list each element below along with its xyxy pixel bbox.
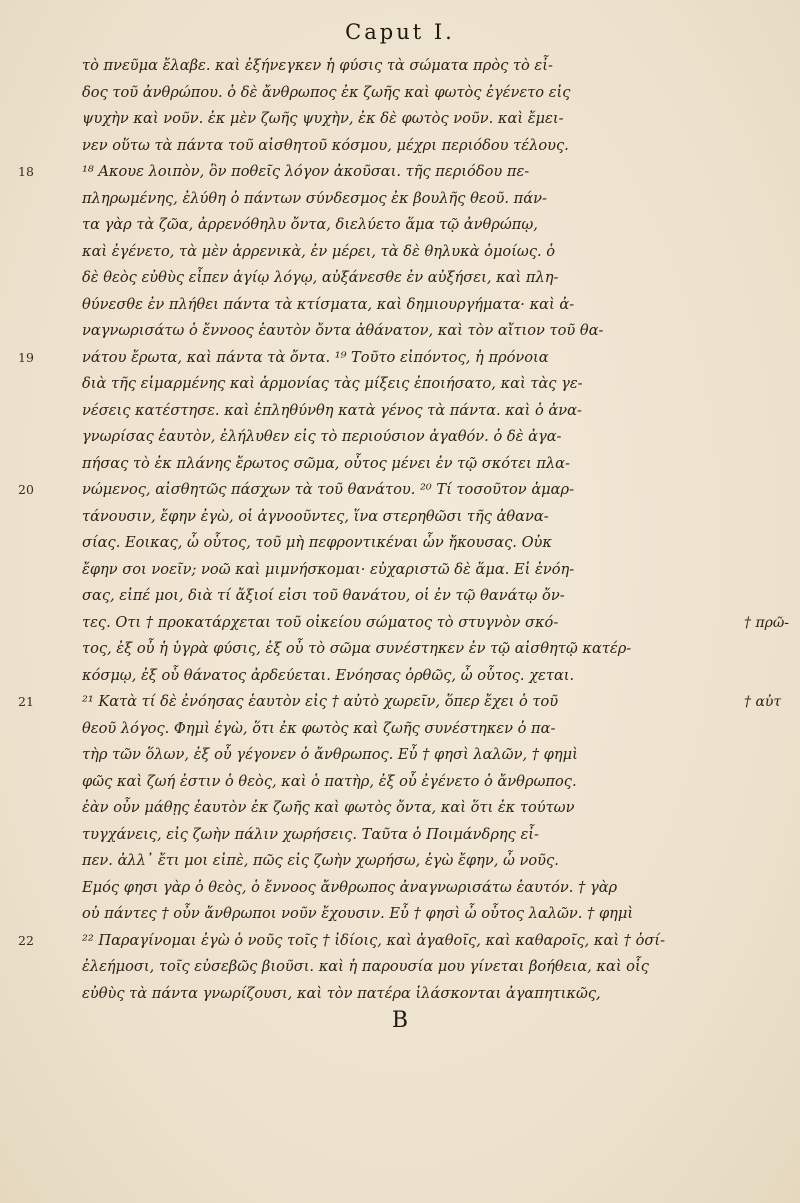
line-text: δὲ θεὸς εὐθὺς εἶπεν ἁγίῳ λόγῳ, αὐξάνεσθε ἐν αὐξήσει, καὶ πλη- — [82, 269, 559, 286]
line-text: τα γὰρ τὰ ζῶα, ἀρρενόθηλυ ὄντα, διελύετο ἅμα τῷ ἀνθρώπῳ, — [82, 216, 538, 233]
text-line — [82, 292, 722, 319]
text-line — [82, 451, 722, 478]
text-line — [82, 239, 722, 266]
text-line — [18, 159, 722, 186]
line-text: τὴρ τῶν ὅλων, ἐξ οὗ γέγονεν ὁ ἄνθρωπος. Εὖ † φησὶ λαλῶν, † φημὶ — [82, 746, 578, 763]
line-text: σίας. Εοικας, ὦ οὗτος, τοῦ μὴ πεφροντικέναι ὧν ἤκουσας. Οὐκ — [82, 534, 552, 551]
text-line — [82, 848, 722, 875]
text-line — [82, 106, 722, 133]
line-text: διὰ τῆς εἱμαρμένης καὶ ἁρμονίας τὰς μίξεις ἐποιήσατο, καὶ τὰς γε- — [82, 375, 583, 392]
printer-signature: B — [391, 1008, 409, 1033]
section-number: 19 — [18, 349, 34, 365]
text-line — [82, 981, 722, 1008]
text-line — [82, 636, 722, 663]
text-line — [82, 265, 722, 292]
text-line — [18, 928, 722, 955]
line-text: τες. Οτι † προκατάρχεται τοῦ οἰκείου σώματος τὸ στυγνὸν σκό- — [82, 613, 559, 631]
page-header: Caput I. — [345, 20, 455, 44]
text-line — [82, 875, 722, 902]
text-line — [82, 80, 722, 107]
line-text: νέσεις κατέστησε. καὶ ἐπληθύνθη κατὰ γένος τὰ πάντα. καὶ ὁ ἀνα- — [82, 401, 582, 419]
body-text — [18, 53, 790, 1007]
text-line — [82, 716, 722, 743]
line-text: πεν. ἀλλ᾽ ἔτι μοι εἰπὲ, πῶς εἰς ζωὴν χωρήσω, ἐγὼ ἔφην, ὦ νοῦς. — [82, 852, 559, 869]
text-line — [82, 954, 722, 981]
text-line — [82, 504, 722, 531]
line-text: τάνουσιν, ἔφην ἐγὼ, οἱ ἀγνοοῦντες, ἵνα στερηθῶσι τῆς ἀθανα- — [82, 507, 549, 525]
text-line — [82, 212, 722, 239]
section-number: 21 — [18, 694, 34, 709]
line-text: κόσμῳ, ἐξ οὗ θάνατος ἀρδεύεται. Ενόησας ὀρθῶς, ὦ οὗτος. χεται. — [82, 666, 575, 684]
text-line — [82, 795, 722, 822]
text-line — [82, 53, 722, 80]
text-line — [82, 186, 722, 213]
line-text: θεοῦ λόγος. Φημὶ ἐγὼ, ὅτι ἐκ φωτὸς καὶ ζωῆς συνέστηκεν ὁ πα- — [82, 719, 556, 737]
text-line — [82, 901, 722, 928]
text-line — [18, 345, 722, 372]
text-line — [18, 689, 782, 716]
section-number: 22 — [18, 932, 34, 948]
line-text: νάτου ἔρωτα, καὶ πάντα τὰ ὄντα. ¹⁹ Τοῦτο εἰπόντος, ἡ πρόνοια — [82, 348, 549, 366]
text-line — [82, 398, 722, 425]
line-text: ¹⁸ Ακουε λοιπὸν, ὃν ποθεῖς λόγον ἀκοῦσαι. τῆς περιόδου πε- — [82, 163, 530, 180]
line-text: εὐθὺς τὰ πάντα γνωρίζουσι, καὶ τὸν πατέρα ἱλάσκονται ἀγαπητικῶς, — [82, 984, 601, 1002]
line-text: οὐ πάντες † οὖν ἄνθρωποι νοῦν ἔχουσιν. Εὖ † φησὶ ὦ οὗτος λαλῶν. † φημὶ — [82, 905, 634, 922]
text-line — [82, 822, 722, 849]
line-text: καὶ ἐγένετο, τὰ μὲν ἀρρενικὰ, ἐν μέρει, τὰ δὲ θηλυκὰ ὁμοίως. ὁ — [82, 242, 556, 260]
line-text: ²¹ Κατὰ τί δὲ ἐνόησας ἑαυτὸν εἰς † αὐτὸ χωρεῖν, ὅπερ ἔχει ὁ τοῦ — [82, 693, 559, 710]
line-text: δος τοῦ ἀνθρώπου. ὁ δὲ ἄνθρωπος ἐκ ζωῆς καὶ φωτὸς ἐγένετο εἰς — [82, 83, 571, 101]
line-text: γνωρίσας ἑαυτὸν, ἐλήλυθεν εἰς τὸ περιούσιον ἀγαθόν. ὁ δὲ ἀγα- — [82, 428, 562, 445]
line-text: ἐὰν οὖν μάθῃς ἑαυτὸν ἐκ ζωῆς καὶ φωτὸς ὄντα, καὶ ὅτι ἐκ τούτων — [82, 799, 575, 816]
text-line — [18, 477, 722, 504]
text-line — [82, 610, 790, 637]
line-text: πληρωμένης, ἐλύθη ὁ πάντων σύνδεσμος ἐκ βουλῆς θεοῦ. πάν- — [82, 189, 547, 207]
line-text: τυγχάνεις, εἰς ζωὴν πάλιν χωρήσεις. Ταῦτα ὁ Ποιμάνδρης εἶ- — [82, 825, 539, 843]
text-line — [82, 583, 722, 610]
margin-note: † αὐτ — [744, 694, 782, 710]
line-text: φῶς καὶ ζωή ἐστιν ὁ θεὸς, καὶ ὁ πατὴρ, ἐξ οὗ ἐγένετο ὁ ἄνθρωπος. — [82, 772, 577, 790]
line-text: σας, εἰπέ μοι, διὰ τί ἄξιοί εἰσι τοῦ θανάτου, οἱ ἐν τῷ θανάτῳ ὄν- — [82, 587, 565, 604]
line-text: πήσας τὸ ἐκ πλάνης ἔρωτος σῶμα, οὗτος μένει ἐν τῷ σκότει πλα- — [82, 454, 570, 472]
section-number: 20 — [18, 482, 34, 497]
line-text: ναγνωρισάτω ὁ ἔννοος ἑαυτὸν ὄντα ἀθάνατον, καὶ τὸν αἴτιον τοῦ θα- — [82, 322, 604, 339]
text-line — [82, 371, 722, 398]
text-line — [82, 557, 722, 584]
line-text: ²² Παραγίνομαι ἐγὼ ὁ νοῦς τοῖς † ἰδίοις, καὶ ἀγαθοῖς, καὶ καθαροῖς, καὶ † ὁσί- — [82, 931, 666, 949]
line-text: ψυχὴν καὶ νοῦν. ἐκ μὲν ζωῆς ψυχὴν, ἐκ δὲ φωτὸς νοῦν. καὶ ἔμει- — [82, 110, 564, 127]
line-text: ἐλεήμοσι, τοῖς εὐσεβῶς βιοῦσι. καὶ ἡ παρουσία μου γίνεται βοήθεια, καὶ οἷς — [82, 958, 649, 975]
line-text: θύνεσθε ἐν πλήθει πάντα τὰ κτίσματα, καὶ δημιουργήματα· καὶ ἀ- — [82, 295, 575, 313]
line-text: ἔφην σοι νοεῖν; νοῶ καὶ μιμνήσκομαι· εὐχαριστῶ δὲ ἅμα. Εἰ ἐνόη- — [82, 560, 575, 578]
text-line — [82, 530, 722, 557]
text-line — [82, 424, 722, 451]
line-text: τὸ πνεῦμα ἔλαβε. καὶ ἐξήνεγκεν ἡ φύσις τὰ σώματα πρὸς τὸ εἶ- — [82, 57, 553, 74]
text-line — [82, 769, 722, 796]
text-line — [82, 133, 722, 160]
section-number: 18 — [18, 164, 34, 179]
text-line — [82, 742, 722, 769]
line-text: Εμός φησι γὰρ ὁ θεὸς, ὁ ἔννοος ἄνθρωπος ἀναγνωρισάτω ἑαυτόν. † γὰρ — [82, 878, 618, 896]
line-text: νεν οὕτω τὰ πάντα τοῦ αἰσθητοῦ κόσμου, μέχρι περιόδου τέλους. — [82, 136, 569, 154]
text-line — [82, 318, 722, 345]
text-line — [82, 663, 722, 690]
line-text: τος, ἐξ οὗ ἡ ὑγρὰ φύσις, ἐξ οὗ τὸ σῶμα συνέστηκεν ἐν τῷ αἰσθητῷ κατέρ- — [82, 640, 632, 657]
line-text: νώμενος, αἰσθητῶς πάσχων τὰ τοῦ θανάτου. ²⁰ Τί τοσοῦτον ἁμαρ- — [82, 481, 575, 498]
margin-note: † πρῶ- — [744, 614, 790, 631]
